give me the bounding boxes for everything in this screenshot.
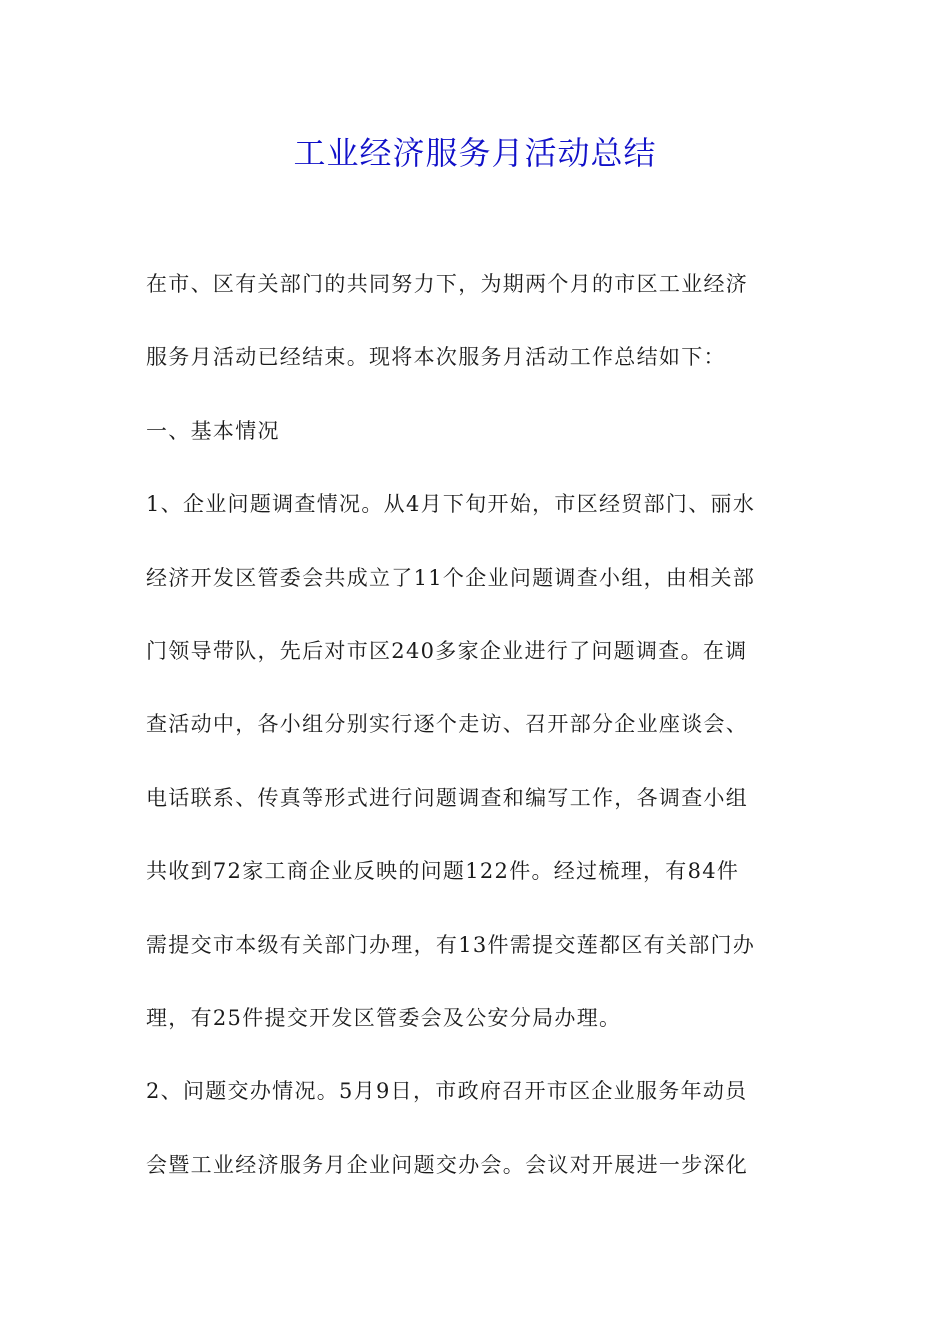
paragraph-line: 共收到72家工商企业反映的问题122件。经过梳理，有84件: [146, 859, 740, 884]
document-body: [146, 264, 806, 1218]
paragraph-line: 2、问题交办情况。5月9日，市政府召开市区企业服务年动员: [146, 1079, 748, 1104]
paragraph-line: 会暨工业经济服务月企业问题交办会。会议对开展进一步深化: [146, 1152, 749, 1177]
paragraph-line: 1、企业问题调查情况。从4月下旬开始，市区经贸部门、丽水: [146, 492, 756, 517]
section-heading: 一、基本情况: [146, 418, 280, 443]
paragraph-line: 经济开发区管委会共成立了11个企业问题调查小组，由相关部: [146, 565, 756, 590]
paragraph-line: 理，有25件提交开发区管委会及公安分局办理。: [146, 1005, 622, 1030]
paragraph-line: 查活动中，各小组分别实行逐个走访、召开部分企业座谈会、: [146, 712, 749, 737]
paragraph-line: 服务月活动已经结束。现将本次服务月活动工作总结如下：: [146, 345, 726, 370]
paragraph-line: 需提交市本级有关部门办理，有13件需提交莲都区有关部门办: [146, 932, 756, 957]
paragraph-line: 电话联系、传真等形式进行问题调查和编写工作，各调查小组: [146, 785, 749, 810]
document-title: 工业经济服务月活动总结: [293, 134, 657, 172]
paragraph-line: 门领导带队，先后对市区240多家企业进行了问题调查。在调: [146, 638, 748, 663]
paragraph-line: 在市、区有关部门的共同努力下，为期两个月的市区工业经济: [146, 272, 749, 296]
